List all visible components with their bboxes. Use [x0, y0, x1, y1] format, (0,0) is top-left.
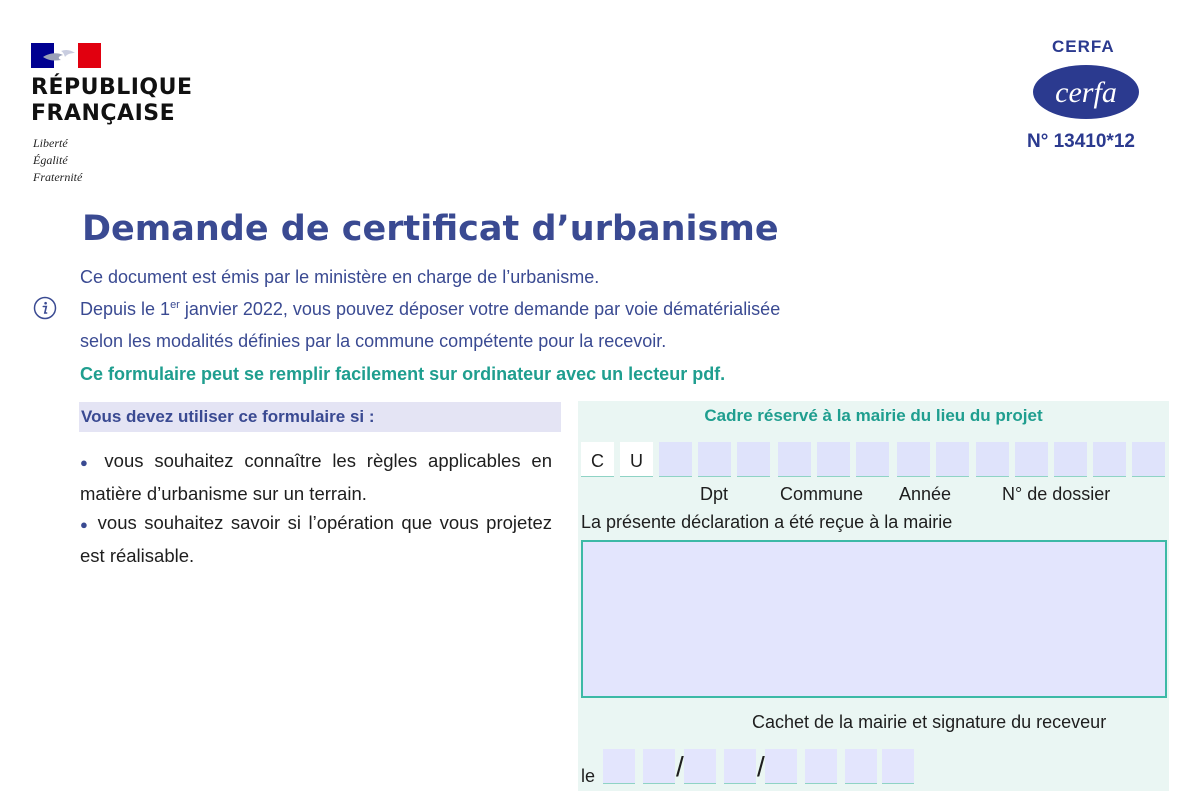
date-separator: / [676, 751, 684, 782]
date-year-field[interactable] [765, 749, 797, 784]
date-day-field[interactable] [603, 749, 635, 784]
date-prefix: le [581, 766, 596, 786]
annee-digit-field[interactable] [897, 442, 930, 477]
intro-line-2 [80, 299, 780, 320]
date-month-field[interactable] [684, 749, 716, 784]
info-icon [33, 296, 57, 320]
commune-digit-field[interactable] [856, 442, 889, 477]
usage-bullet-2 [80, 507, 552, 571]
cerfa-logo-icon [1032, 64, 1140, 120]
republic-name-line1: RÉPUBLIQUE [31, 75, 193, 100]
marianne-flag-icon [31, 43, 101, 68]
intro-line-3: selon les modalités définies par la commune compétente pour la recevoir. [80, 331, 667, 351]
cerfa-number: N° 13410*12 [1027, 131, 1135, 152]
intro-line-1: Ce document est émis par le ministère en charge de l’urbanisme. [80, 267, 600, 287]
prefix-cell-c [581, 442, 614, 477]
cerfa-label: CERFA [1052, 37, 1115, 56]
date-day-field[interactable] [643, 749, 675, 784]
mairie-reserved-heading: Cadre réservé à la mairie du lieu du projet [704, 406, 1043, 425]
bullet-icon: ● [80, 455, 94, 470]
usage-bullet-1 [80, 445, 552, 509]
commune-label: Commune [780, 484, 864, 504]
intro-line-2-end: janvier 2022, vous pouvez déposer votre demande par voie dématérialisée [179, 299, 781, 319]
commune-digit-field[interactable] [778, 442, 811, 477]
annee-digit-field[interactable] [936, 442, 969, 477]
page-title: Demande de certificat d’urbanisme [82, 209, 779, 249]
dpt-digit-field[interactable] [698, 442, 731, 477]
dossier-digit-field[interactable] [1054, 442, 1087, 477]
date-separator: / [757, 751, 765, 782]
republic-name-line2: FRANÇAISE [31, 101, 176, 126]
intro-superscript: er [170, 299, 180, 311]
motto-fraternite: Fraternité [33, 170, 83, 184]
date-year-field[interactable] [845, 749, 877, 784]
received-label: La présente déclaration a été reçue à la mairie [581, 512, 953, 532]
motto-liberte: Liberté [33, 136, 68, 150]
fillable-notice: Ce formulaire peut se remplir facilement sur ordinateur avec un lecteur pdf. [80, 364, 726, 384]
dossier-label: N° de dossier [1002, 484, 1111, 504]
received-stamp-field[interactable] [581, 540, 1167, 698]
bullet-icon: ● [80, 517, 91, 532]
usage-heading: Vous devez utiliser ce formulaire si : [81, 407, 375, 426]
date-year-field[interactable] [882, 749, 914, 784]
commune-digit-field[interactable] [817, 442, 850, 477]
dpt-digit-field[interactable] [737, 442, 770, 477]
usage-bullet-1-text: vous souhaitez connaître les règles applicables en matière d’urbanisme sur un terrain. [80, 450, 553, 504]
date-year-field[interactable] [805, 749, 837, 784]
prefix-letter-u: U [630, 451, 643, 471]
usage-heading-bar [79, 402, 561, 432]
dossier-digit-field[interactable] [1132, 442, 1165, 477]
dossier-digit-field[interactable] [1093, 442, 1126, 477]
intro-line-2-start: Depuis le 1 [80, 299, 171, 319]
date-month-field[interactable] [724, 749, 756, 784]
cerfa-logo-text: cerfa [1055, 76, 1117, 109]
motto-egalite: Égalité [33, 153, 68, 167]
dossier-digit-field[interactable] [1015, 442, 1048, 477]
prefix-letter-c: C [591, 451, 604, 471]
prefix-cell-u [620, 442, 653, 477]
dossier-digit-field[interactable] [976, 442, 1009, 477]
dpt-label: Dpt [700, 484, 729, 504]
dpt-digit-field[interactable] [659, 442, 692, 477]
stamp-signature-label: Cachet de la mairie et signature du receveur [752, 712, 1107, 732]
usage-bullet-2-text: vous souhaitez savoir si l’opération que vous projetez est réalisable. [80, 512, 552, 566]
annee-label: Année [899, 484, 952, 504]
